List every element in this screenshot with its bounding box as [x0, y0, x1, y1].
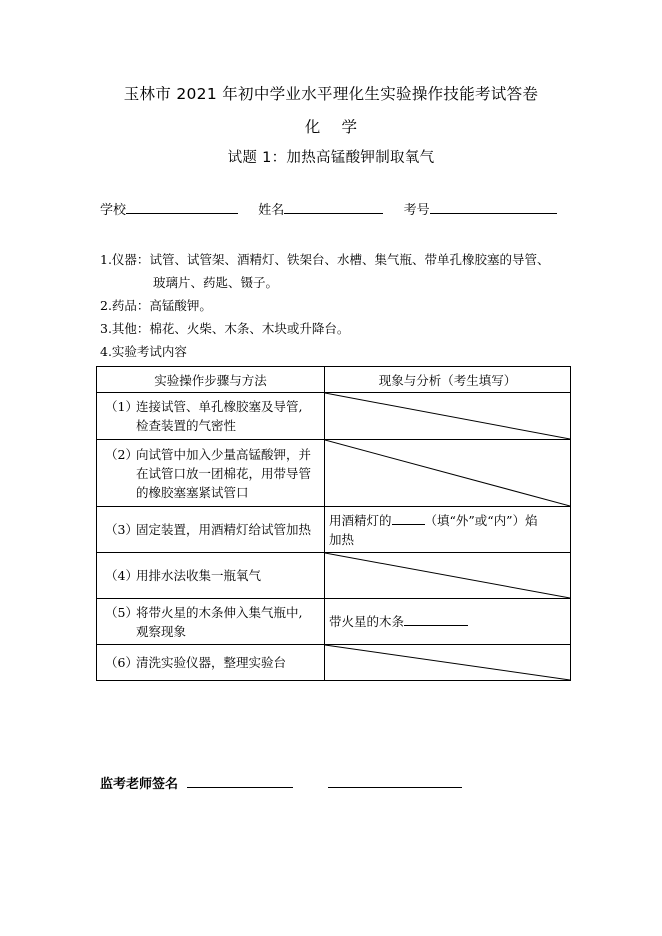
- diagonal-strike: [325, 440, 570, 506]
- result-cell: [325, 599, 571, 645]
- step-number: （3）: [105, 522, 138, 537]
- page-title: 玉林市 2021 年初中学业水平理化生实验操作技能考试答卷: [123, 85, 539, 103]
- step-number: （4）: [105, 568, 138, 583]
- table-row: [97, 645, 571, 681]
- instruments-item: [100, 248, 549, 271]
- table-row: [97, 507, 571, 553]
- result-cell: [325, 507, 571, 553]
- result-cell-crossed: [325, 440, 571, 507]
- diagonal-strike: [325, 393, 570, 439]
- diagonal-strike: [325, 645, 570, 680]
- step-number: （1）: [105, 399, 138, 414]
- step-text: 观察现象: [136, 623, 187, 639]
- step-cell: [97, 393, 325, 440]
- student-info-row: [100, 199, 557, 218]
- content-item: 4.实验考试内容: [100, 344, 187, 359]
- step-cell: [97, 507, 325, 553]
- result-cell-crossed: [325, 645, 571, 681]
- table-row: [97, 440, 571, 507]
- flame-answer-field[interactable]: [392, 511, 425, 525]
- exam-no-label: 考号: [403, 203, 430, 218]
- instruments-text: 试管、试管架、酒精灯、铁架台、水槽、集气瓶、带单孔橡胶塞的导管、: [149, 252, 550, 267]
- question-title: 试题 1：加热高锰酸钾制取氧气: [227, 150, 435, 166]
- name-label: 姓名: [258, 203, 285, 218]
- result-cell-crossed: [325, 393, 571, 440]
- signature-field-1[interactable]: [187, 774, 293, 788]
- result-text: 加热: [329, 531, 355, 547]
- table-row: [97, 599, 571, 645]
- table-row: [97, 393, 571, 440]
- step-cell: [97, 645, 325, 681]
- result-text: 带火星的木条: [329, 614, 405, 629]
- step-cell: [97, 599, 325, 645]
- step-text: 连接试管、单孔橡胶塞及导管,: [136, 399, 303, 414]
- step-number: （2）: [105, 446, 138, 462]
- instruments-text-continued: 玻璃片、药匙、镊子。: [153, 275, 279, 290]
- name-field[interactable]: [284, 200, 383, 214]
- signature-label: 监考老师签名: [100, 777, 179, 792]
- table-header-row: [97, 367, 571, 393]
- result-cell-crossed: [325, 553, 571, 599]
- step-text: 用排水法收集一瓶氧气: [136, 568, 262, 583]
- step-number: （6）: [105, 655, 138, 670]
- exam-no-field[interactable]: [430, 200, 557, 214]
- experiment-table: [96, 366, 571, 681]
- reagents-item: 2.药品：高锰酸钾。: [100, 298, 212, 313]
- step-cell: [97, 553, 325, 599]
- diagonal-strike: [325, 553, 570, 598]
- step-text: 在试管口放一团棉花，用带导管: [136, 465, 312, 481]
- splint-answer-field[interactable]: [404, 612, 468, 626]
- school-field[interactable]: [126, 200, 238, 214]
- step-text: 清洗实验仪器，整理实验台: [136, 655, 287, 670]
- step-text: 将带火星的木条伸入集气瓶中,: [136, 604, 303, 620]
- step-text: 检查装置的气密性: [136, 418, 237, 433]
- subject-title: 化 学: [304, 118, 358, 136]
- signature-row: [100, 773, 462, 792]
- step-text: 固定装置，用酒精灯给试管加热: [136, 522, 312, 537]
- signature-field-2[interactable]: [328, 774, 462, 788]
- col-header-steps: 实验操作步骤与方法: [97, 367, 325, 393]
- step-text: 向试管中加入少量高锰酸钾，并: [136, 446, 312, 462]
- step-cell: [97, 440, 325, 507]
- table-row: [97, 553, 571, 599]
- school-label: 学校: [100, 203, 127, 218]
- others-item: 3.其他：棉花、火柴、木条、木块或升降台。: [100, 321, 350, 336]
- instruments-label: 1.仪器：: [100, 252, 150, 267]
- result-text: （填“外”或“内”）焰: [424, 512, 538, 528]
- col-header-results: 现象与分析（考生填写）: [325, 367, 571, 393]
- step-number: （5）: [105, 604, 138, 620]
- result-text: 用酒精灯的: [329, 512, 392, 528]
- step-text: 的橡胶塞塞紧试管口: [136, 484, 249, 500]
